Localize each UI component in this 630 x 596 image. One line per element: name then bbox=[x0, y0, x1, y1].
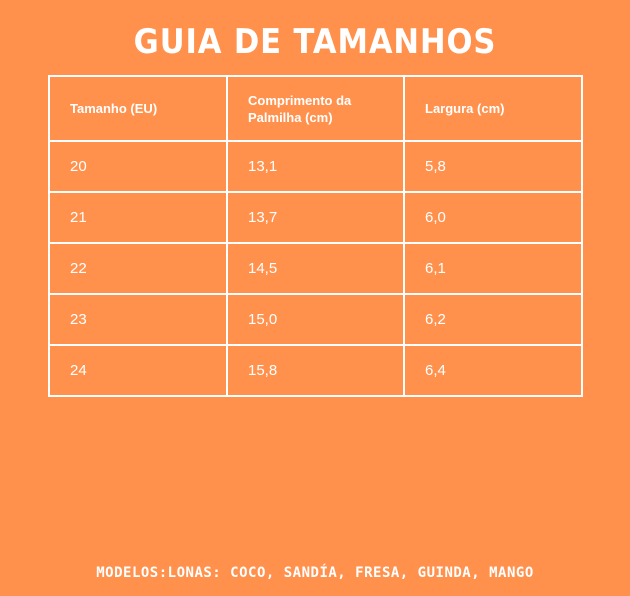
cell-width: 6,4 bbox=[404, 345, 582, 396]
table-row bbox=[49, 192, 582, 243]
header-insole-length: Comprimento da Palmilha (cm) bbox=[227, 76, 404, 141]
table-row bbox=[49, 294, 582, 345]
cell-insole-length: 14,5 bbox=[227, 243, 404, 294]
page-title: GUIA DE TAMANHOS bbox=[133, 22, 497, 62]
cell-insole-length: 13,1 bbox=[227, 141, 404, 192]
cell-insole-length: 15,8 bbox=[227, 345, 404, 396]
cell-width: 6,1 bbox=[404, 243, 582, 294]
cell-size: 20 bbox=[49, 141, 227, 192]
cell-width: 6,2 bbox=[404, 294, 582, 345]
header-width: Largura (cm) bbox=[404, 76, 582, 141]
table-row bbox=[49, 345, 582, 396]
cell-size: 22 bbox=[49, 243, 227, 294]
cell-width: 5,8 bbox=[404, 141, 582, 192]
size-table bbox=[48, 75, 583, 397]
table-row bbox=[49, 141, 582, 192]
cell-size: 24 bbox=[49, 345, 227, 396]
cell-width: 6,0 bbox=[404, 192, 582, 243]
cell-size: 23 bbox=[49, 294, 227, 345]
cell-size: 21 bbox=[49, 192, 227, 243]
models-footer: MODELOS:LONAS: COCO, SANDÍA, FRESA, GUINDA, MANGO bbox=[96, 565, 534, 581]
cell-insole-length: 13,7 bbox=[227, 192, 404, 243]
cell-insole-length: 15,0 bbox=[227, 294, 404, 345]
table-header-row bbox=[49, 76, 582, 141]
table-row bbox=[49, 243, 582, 294]
header-size: Tamanho (EU) bbox=[49, 76, 227, 141]
